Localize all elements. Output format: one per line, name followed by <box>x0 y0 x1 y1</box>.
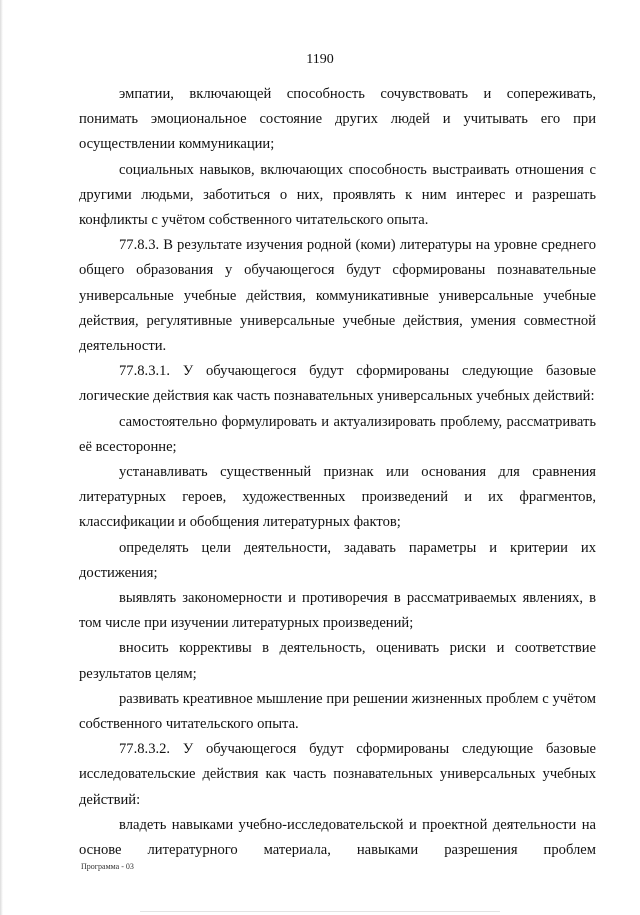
paragraph-research-skills: владеть навыками учебно-исследовательской и проектной деятельности на основе литературного материала, навыками разрешения проблем <box>79 816 596 859</box>
paragraph-77-8-3: 77.8.3. В результате изучения родной (коми) литературы на уровне среднего общего образования у обучающегося будут сформированы познавательные универсальные учебные действия, коммуникативные универсальные учебные действия, регулятивные универсальные учебные действия, умения совместной деятельности. <box>79 237 596 355</box>
paragraph-social-skills: социальных навыков, включающих способность выстраивать отношения с другими людьми, заботиться о них, проявлять к ним интерес и разрешать конфликты с учётом собственного читательского опыта. <box>79 161 596 229</box>
paragraph-make-corrections: вносить коррективы в деятельность, оценивать риски и соответствие результатов целям; <box>79 640 596 682</box>
paragraph-formulate-problem: самостоятельно формулировать и актуализировать проблему, рассматривать её всесторонне; <box>79 413 596 455</box>
paragraph-77-8-3-2: 77.8.3.2. У обучающегося будут сформированы следующие базовые исследовательские действия как часть познавательных универсальных учебных действий: <box>79 741 596 808</box>
paragraph-establish-feature: устанавливать существенный признак или основания для сравнения литературных героев, художественных произведений и их фрагментов, классификации и обобщения литературных фактов; <box>79 464 596 531</box>
footer-label: Программа - 03 <box>81 862 134 871</box>
paragraph-define-goals: определять цели деятельности, задавать параметры и критерии их достижения; <box>79 539 596 581</box>
paragraph-identify-patterns: выявлять закономерности и противоречия в рассматриваемых явлениях, в том числе при изучении литературных произведений; <box>79 590 596 632</box>
document-body <box>79 82 596 863</box>
paragraph-empathy: эмпатии, включающей способность сочувствовать и сопереживать, понимать эмоциональное состояние других людей и учитывать его при осуществлении коммуникации; <box>79 86 596 153</box>
paragraph-creative-thinking: развивать креативное мышление при решении жизненных проблем с учётом собственного читательского опыта. <box>79 690 596 733</box>
scan-bottom-edge <box>140 911 500 912</box>
scan-edge <box>0 0 3 915</box>
paragraph-77-8-3-1: 77.8.3.1. У обучающегося будут сформированы следующие базовые логические действия как часть познавательных универсальных учебных действий: <box>79 363 596 405</box>
page-number: 1190 <box>306 52 334 67</box>
